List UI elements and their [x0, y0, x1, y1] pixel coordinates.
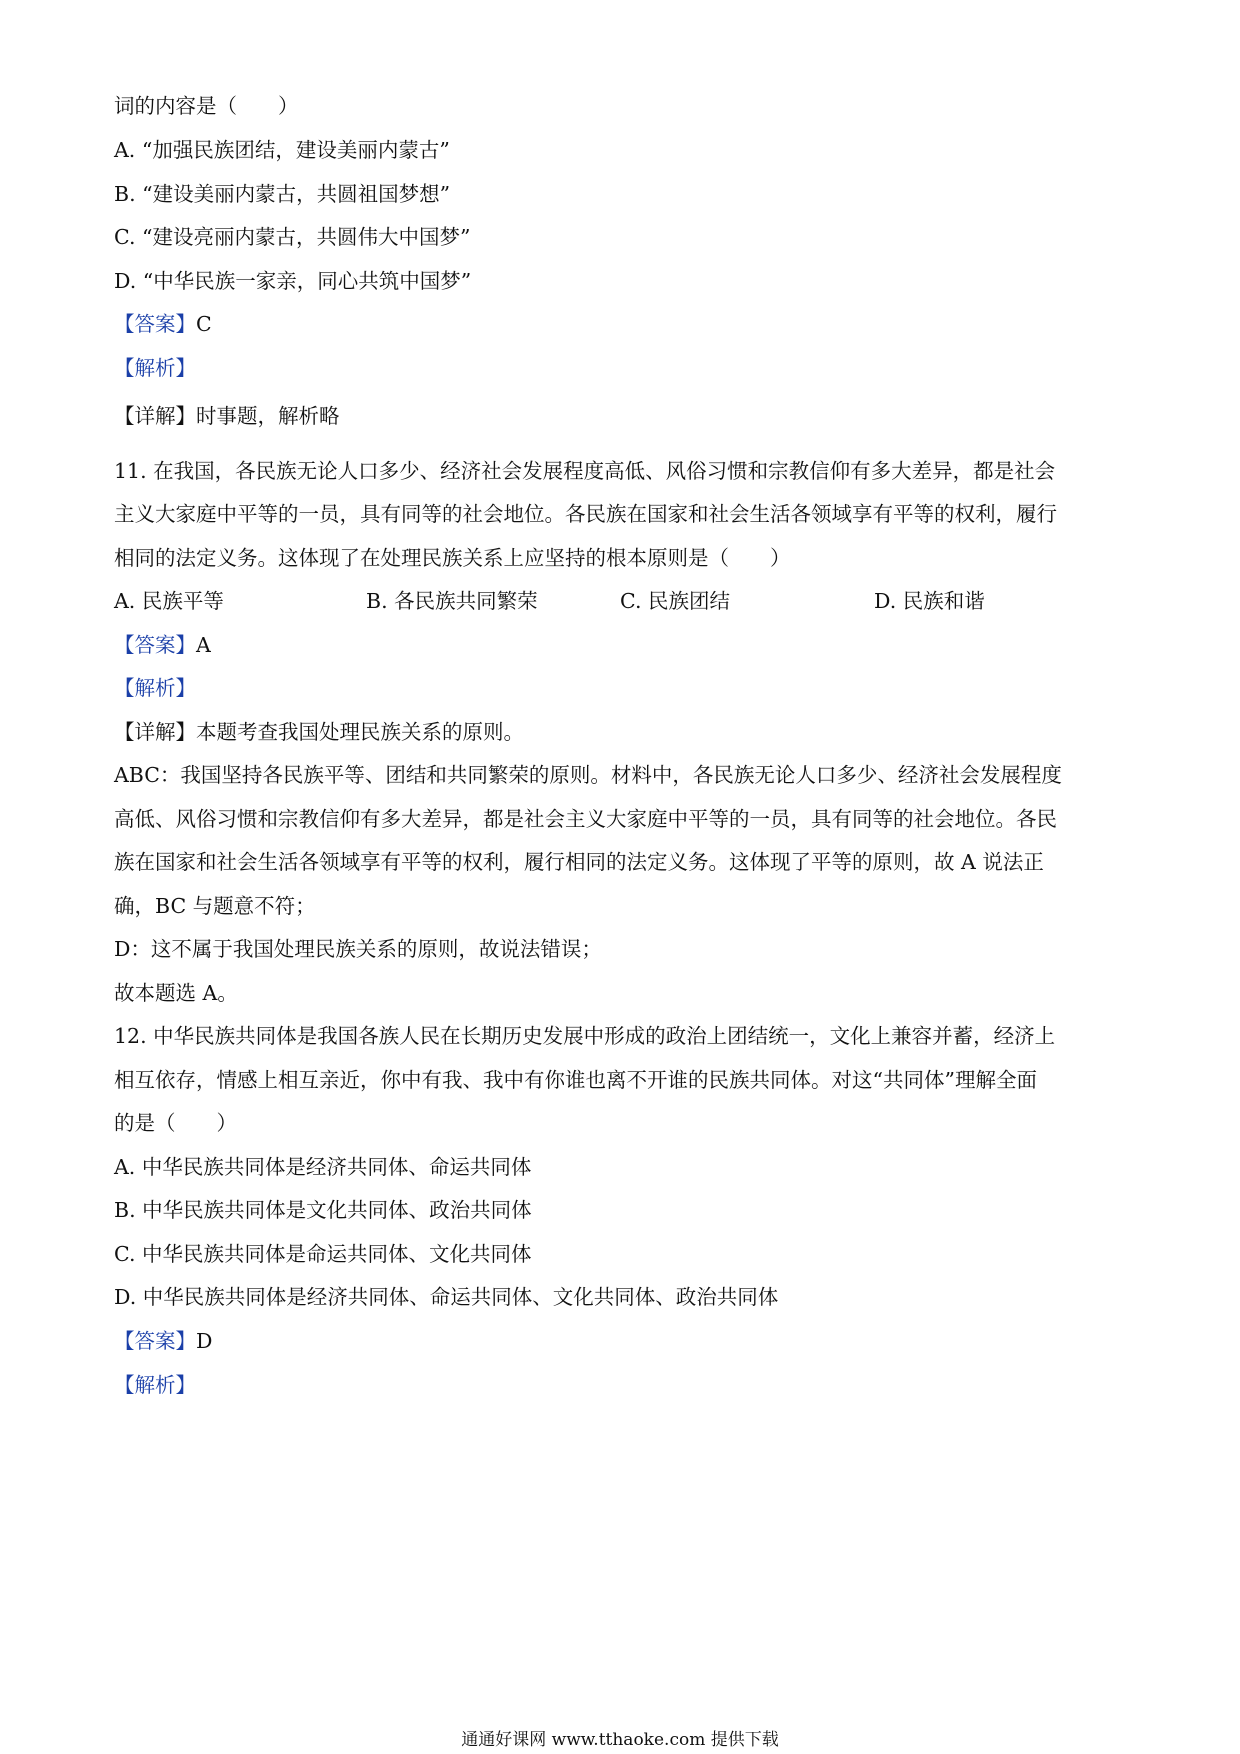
detail-label: 【详解】 — [114, 720, 196, 744]
q10-analysis — [114, 353, 196, 383]
q12-analysis — [114, 1370, 196, 1400]
q11-explanation-line-3: 族在国家和社会生活各领域享有平等的权利，履行相同的法定义务。这体现了平等的原则，故 A 说法正 — [114, 850, 1044, 874]
q12-stem-line-3: 的是（ ） — [114, 1111, 237, 1135]
q11-explanation-line-4: 确，BC 与题意不符； — [114, 894, 316, 918]
q12-answer — [114, 1326, 212, 1356]
q12-option-c: C. 中华民族共同体是命运共同体、文化共同体 — [114, 1242, 532, 1266]
detail-text: 本题考查我国处理民族关系的原则。 — [196, 720, 524, 744]
q12-option-d: D. 中华民族共同体是经济共同体、命运共同体、文化共同体、政治共同体 — [114, 1285, 779, 1309]
answer-label: 【答案】 — [114, 633, 196, 657]
analysis-label: 【解析】 — [114, 1373, 196, 1397]
q11-stem-line-3: 相同的法定义务。这体现了在处理民族关系上应坚持的根本原则是（ ） — [114, 546, 791, 570]
q10-answer — [114, 309, 212, 339]
page-footer: 通通好课网 www.tthaoke.com 提供下载 — [461, 1730, 779, 1750]
q11-explanation-line-1: ABC：我国坚持各民族平等、团结和共同繁荣的原则。材料中，各民族无论人口多少、经济社会发展程度 — [114, 763, 1062, 787]
q11-stem-line-2: 主义大家庭中平等的一员，具有同等的社会地位。各民族在国家和社会生活各领域享有平等的权利，履行 — [114, 502, 1057, 526]
q12-option-a: A. 中华民族共同体是经济共同体、命运共同体 — [114, 1155, 532, 1179]
detail-text: 时事题，解析略 — [196, 404, 340, 428]
q12-stem-line-1: 12. 中华民族共同体是我国各族人民在长期历史发展中形成的政治上团结统一，文化上兼容并蓄，经济上 — [114, 1024, 1056, 1048]
q12-stem-line-2: 相互依存，情感上相互亲近，你中有我、我中有你谁也离不开谁的民族共同体。对这“共同体”理解全面 — [114, 1068, 1037, 1092]
q11-explanation-line-5: D：这不属于我国处理民族关系的原则，故说法错误； — [114, 937, 602, 961]
analysis-label: 【解析】 — [114, 676, 196, 700]
q11-detail — [114, 717, 524, 747]
q11-analysis — [114, 673, 196, 703]
q10-option-a: A. “加强民族团结，建设美丽内蒙古” — [114, 138, 450, 162]
q10-detail — [114, 401, 340, 431]
q11-option-c: C. 民族团结 — [620, 589, 730, 613]
q12-option-b: B. 中华民族共同体是文化共同体、政治共同体 — [114, 1198, 532, 1222]
q11-option-a: A. 民族平等 — [114, 589, 224, 613]
q10-option-d: D. “中华民族一家亲，同心共筑中国梦” — [114, 269, 472, 293]
answer-value: D — [196, 1329, 213, 1353]
q10-option-c: C. “建设亮丽内蒙古，共圆伟大中国梦” — [114, 225, 471, 249]
q11-stem-line-1: 11. 在我国，各民族无论人口多少、经济社会发展程度高低、风俗习惯和宗教信仰有多大差异，都是社会 — [114, 459, 1056, 483]
q11-option-d: D. 民族和谐 — [874, 589, 985, 613]
q11-explanation-line-6: 故本题选 A。 — [114, 981, 238, 1005]
answer-value: A — [196, 633, 211, 657]
detail-label: 【详解】 — [114, 404, 196, 428]
q11-answer — [114, 630, 211, 660]
q10-stem-tail: 词的内容是（ ） — [114, 94, 299, 118]
answer-label: 【答案】 — [114, 1329, 196, 1353]
q11-explanation-line-2: 高低、风俗习惯和宗教信仰有多大差异，都是社会主义大家庭中平等的一员，具有同等的社会地位。各民 — [114, 807, 1057, 831]
answer-value: C — [196, 312, 212, 336]
answer-label: 【答案】 — [114, 312, 196, 336]
analysis-label: 【解析】 — [114, 356, 196, 380]
q11-option-b: B. 各民族共同繁荣 — [366, 589, 538, 613]
q10-option-b: B. “建设美丽内蒙古，共圆祖国梦想” — [114, 182, 451, 206]
